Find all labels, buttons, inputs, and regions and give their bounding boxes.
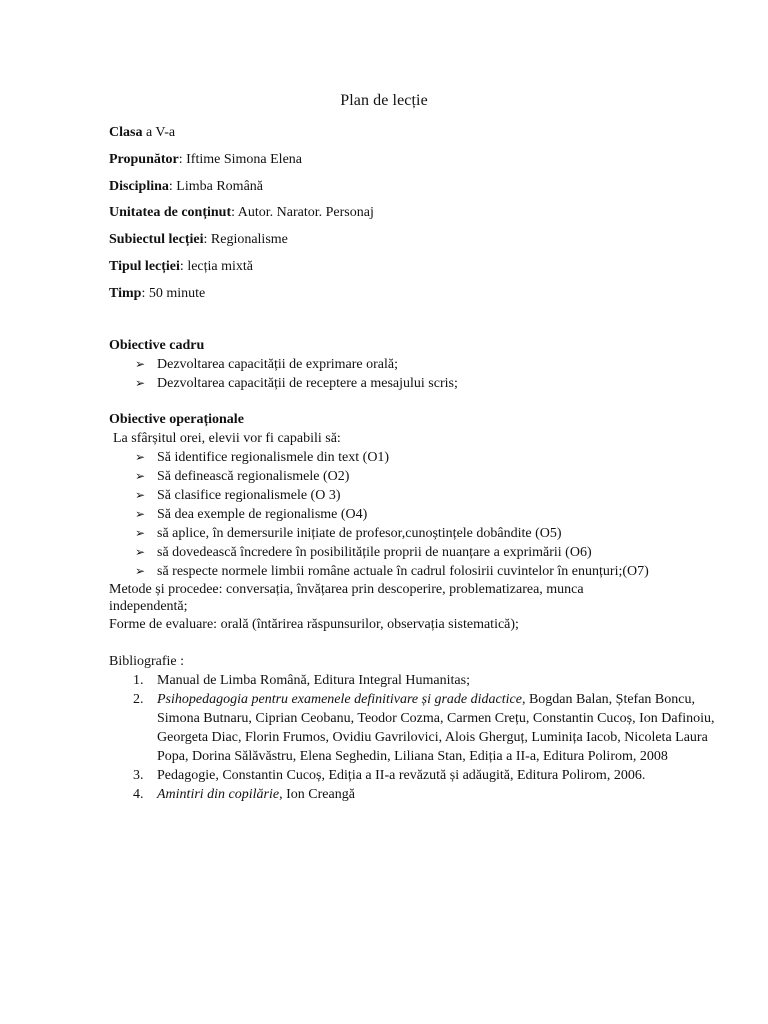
list-number: 4. xyxy=(133,787,144,802)
book-title: Psihopedagogia pentru examenele definitivare și grade didactice xyxy=(157,692,522,707)
info-sep: : xyxy=(168,178,177,194)
info-value: 50 minute xyxy=(148,285,206,301)
lesson-info xyxy=(109,124,374,312)
list-item xyxy=(131,486,649,505)
info-sep: : xyxy=(231,205,238,221)
arrow-bullet-icon: ➢ xyxy=(135,376,146,390)
arrow-bullet-icon: ➢ xyxy=(135,545,146,559)
info-row-subiectul xyxy=(109,231,374,258)
list-item-text: să aplice, în demersurile inițiate de profesor,cunoștințele dobândite (O5) xyxy=(157,526,562,541)
info-label: Timp xyxy=(109,285,142,301)
bullet-list xyxy=(109,448,649,581)
obiective-cadru-section xyxy=(109,336,458,393)
list-number: 2. xyxy=(133,692,144,707)
info-value: Iftime Simona Elena xyxy=(186,151,302,167)
arrow-bullet-icon: ➢ xyxy=(135,507,146,521)
info-label: Clasa xyxy=(109,125,143,140)
arrow-bullet-icon: ➢ xyxy=(135,526,146,540)
info-row-tipul xyxy=(109,258,374,285)
section-heading: Bibliografie : xyxy=(109,654,185,669)
info-sep: : xyxy=(179,258,188,274)
list-item-text: , Ion Creangă xyxy=(279,787,355,802)
list-item xyxy=(131,505,649,524)
list-item-text: Dezvoltarea capacității de receptere a mesajului scris; xyxy=(157,376,458,391)
list-item xyxy=(131,355,458,374)
list-item-text: , Bogdan Balan, Ștefan Boncu, Simona Butnaru, Ciprian Ceobanu, Teodor Cozma, Carmen Crețu, Constantin Cucoș, Ion Dafinoiu, Georgeta Diac, Florin Frumos, Ovidiu Gavrilovici, Alois Gherguț, Luminița Iacob, Nicoleta Laura Popa, Dorina Sălăvăstru, Elena Seghedin, Liliana Stan, Ediția a II-a, Editura Polirom, 2008 xyxy=(157,692,715,764)
list-item xyxy=(133,766,737,785)
info-label: Unitatea de conținut xyxy=(109,205,232,221)
list-item xyxy=(133,671,737,690)
arrow-bullet-icon: ➢ xyxy=(135,564,146,578)
list-item xyxy=(131,524,649,543)
list-item-text: Să identifice regionalismele din text (O1) xyxy=(157,450,390,465)
list-item xyxy=(131,467,649,486)
info-value: a V-a xyxy=(145,125,176,140)
info-row-timp xyxy=(109,285,374,312)
info-row-disciplina xyxy=(109,178,374,205)
info-sep: : xyxy=(178,151,187,167)
intro-text: La sfârșitul orei, elevii vor fi capabili să: xyxy=(113,431,341,446)
list-item-text: să dovedească încredere în posibilitățile proprii de nuanțare a exprimării (O6) xyxy=(157,545,592,560)
info-row-unitatea xyxy=(109,204,374,231)
info-label: Subiectul lecției xyxy=(109,232,204,248)
info-value: Autor. Narator. Personaj xyxy=(237,205,374,221)
list-item-text: Să definească regionalismele (O2) xyxy=(157,469,350,484)
info-label: Tipul lecției xyxy=(109,258,180,274)
metode-text: Metode și procedee: conversația, învățarea prin descoperire, problematizarea, munca independentă; xyxy=(109,582,584,614)
list-item-text: Să dea exemple de regionalisme (O4) xyxy=(157,507,368,522)
list-item xyxy=(131,543,649,562)
arrow-bullet-icon: ➢ xyxy=(135,488,146,502)
list-number: 1. xyxy=(133,673,144,688)
list-item-text: Manual de Limba Română, Editura Integral Humanitas; xyxy=(157,673,470,688)
section-heading: Obiective operaționale xyxy=(109,412,244,427)
list-item-text: Să clasifice regionalismele (O 3) xyxy=(157,488,341,503)
list-item xyxy=(131,448,649,467)
section-heading: Obiective cadru xyxy=(109,338,205,353)
list-number: 3. xyxy=(133,768,144,783)
bullet-list xyxy=(109,355,458,393)
arrow-bullet-icon: ➢ xyxy=(135,450,146,464)
list-item-text: Dezvoltarea capacității de exprimare orală; xyxy=(157,357,398,372)
info-sep: : xyxy=(141,285,149,301)
arrow-bullet-icon: ➢ xyxy=(135,469,146,483)
list-item-text: să respecte normele limbii române actuale în cadrul folosirii cuvintelor în enunțuri;(O7) xyxy=(157,564,649,579)
info-label: Disciplina xyxy=(109,178,169,194)
info-row-clasa xyxy=(109,124,374,151)
info-row-propunator xyxy=(109,151,374,178)
info-value: Regionalisme xyxy=(210,232,288,248)
page-title: Plan de lecție xyxy=(340,92,428,109)
list-item-text: Pedagogie, Constantin Cucoș, Ediția a II-a revăzută și adăugită, Editura Polirom, 2006. xyxy=(157,768,646,783)
list-item xyxy=(133,690,737,766)
info-value: Limba Română xyxy=(176,178,263,194)
info-value: lecția mixtă xyxy=(187,258,254,274)
bibliografie-section xyxy=(109,652,737,804)
book-title: Amintiri din copilărie xyxy=(157,787,280,802)
list-item xyxy=(131,374,458,393)
forme-evaluare-text: Forme de evaluare: orală (întărirea răspunsurilor, observația sistematică); xyxy=(109,617,519,632)
bibliography-list xyxy=(109,671,737,804)
list-item xyxy=(131,562,649,581)
info-label: Propunător xyxy=(109,151,179,167)
list-item xyxy=(133,785,737,804)
obiective-operationale-section xyxy=(109,410,649,634)
info-sep: : xyxy=(203,232,211,248)
arrow-bullet-icon: ➢ xyxy=(135,357,146,371)
